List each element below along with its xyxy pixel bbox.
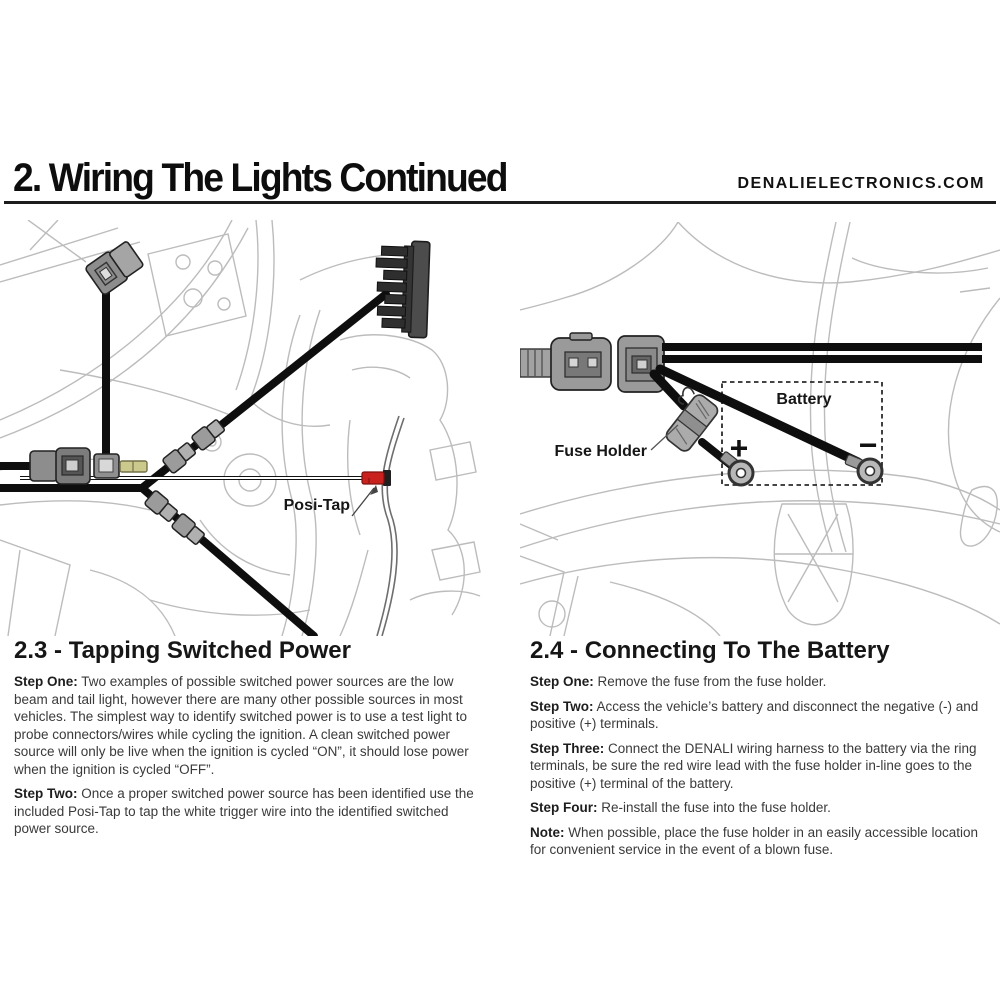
- step-paragraph: [14, 673, 474, 778]
- fuse-holder-label: Fuse Holder: [554, 443, 647, 460]
- step-paragraph: [14, 785, 474, 838]
- step-text: Remove the fuse from the fuse holder.: [593, 674, 827, 689]
- step-label: Step Two:: [530, 698, 594, 714]
- posi-tap: [362, 470, 391, 486]
- step-label: Step Four:: [530, 800, 598, 815]
- battery-label: Battery: [776, 391, 832, 408]
- step-text: Access the vehicle’s battery and disconnect the negative (-) and positive (+) terminals.: [530, 698, 979, 731]
- left-wiring-diagram: [0, 220, 500, 636]
- positive-symbol: +: [729, 430, 749, 466]
- step-label: Step One:: [14, 674, 78, 689]
- main-power-wires: [662, 347, 982, 359]
- scooter-frame-outline: [520, 222, 1000, 636]
- light-pod-back: [374, 240, 430, 338]
- step-label: Step Three:: [530, 740, 605, 756]
- step-paragraph: [530, 673, 988, 691]
- step-text: Two examples of possible switched power sources are the low beam and tail light, however there are many other possible sources in most vehicles. The simplest way to identify switched power is to use a test light to probe connectors/wires while cycling the ignition. A clean switched power source will only be live when the ignition is cycled “ON”, it should lose power when the ignition is cycled “OFF”.: [14, 674, 469, 777]
- step-paragraph: [530, 824, 988, 859]
- website-text: DENALIELECTRONICS.COM: [737, 175, 985, 192]
- section-connecting-to-battery: [530, 638, 988, 866]
- section-tapping-switched-power: [14, 638, 474, 845]
- posi-tap-pointer: [352, 485, 378, 516]
- step-text: Re-install the fuse into the fuse holder.: [597, 800, 831, 815]
- step-paragraph: [530, 698, 988, 733]
- section-left-heading: 2.3 - Tapping Switched Power: [14, 637, 351, 664]
- right-wiring-diagram: [520, 222, 1000, 636]
- step-text: Once a proper switched power source has been identified use the included Posi-Tap to tap the white trigger wire into the identified switched power source.: [14, 786, 474, 836]
- header-divider: [4, 201, 996, 204]
- section-right-heading: 2.4 - Connecting To The Battery: [530, 637, 890, 664]
- step-paragraph: [530, 740, 988, 793]
- step-label: Note:: [530, 824, 565, 840]
- page-title: 2. Wiring The Lights Continued: [13, 156, 507, 200]
- step-paragraph: [530, 799, 988, 817]
- cable-conduit: [377, 416, 404, 636]
- headlight-connector: [85, 239, 145, 296]
- step-label: Step Two:: [14, 786, 78, 801]
- posi-tap-body: [362, 472, 384, 484]
- step-text: Connect the DENALI wiring harness to the battery via the ring terminals, be sure the red wire lead with the fuse holder in-line goes to the positive (+) terminal of the battery.: [530, 740, 977, 791]
- negative-symbol: −: [858, 427, 878, 463]
- battery-harness-connector: [520, 333, 664, 392]
- posi-tap-label: Posi-Tap: [283, 497, 350, 514]
- step-label: Step One:: [530, 674, 594, 689]
- step-text: When possible, place the fuse holder in an easily accessible location for convenient service in the event of a blown fuse.: [530, 824, 978, 857]
